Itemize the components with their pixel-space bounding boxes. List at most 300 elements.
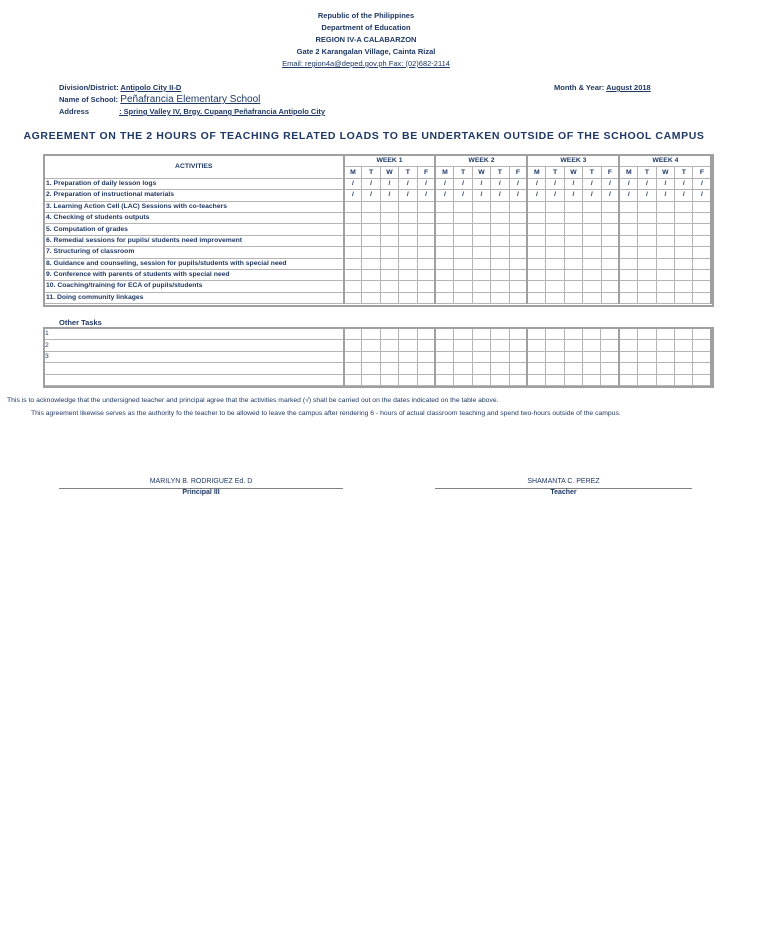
- day-cell[interactable]: [601, 212, 619, 223]
- day-cell[interactable]: [583, 201, 601, 212]
- day-cell[interactable]: [435, 258, 453, 269]
- day-cell[interactable]: [527, 269, 545, 280]
- day-cell[interactable]: /: [527, 178, 545, 189]
- day-cell[interactable]: [675, 292, 693, 303]
- other-task-cell[interactable]: [509, 351, 527, 362]
- day-cell[interactable]: [380, 224, 398, 235]
- day-cell[interactable]: [435, 224, 453, 235]
- day-cell[interactable]: /: [509, 190, 527, 201]
- other-task-cell[interactable]: [344, 329, 362, 340]
- day-cell[interactable]: [656, 224, 674, 235]
- day-cell[interactable]: /: [491, 178, 509, 189]
- day-cell[interactable]: [583, 212, 601, 223]
- other-task-cell[interactable]: [693, 363, 711, 374]
- day-cell[interactable]: [472, 224, 490, 235]
- day-cell[interactable]: [380, 269, 398, 280]
- day-cell[interactable]: [638, 224, 656, 235]
- day-cell[interactable]: [362, 292, 380, 303]
- day-cell[interactable]: [546, 235, 564, 246]
- day-cell[interactable]: [454, 201, 472, 212]
- day-cell[interactable]: [435, 235, 453, 246]
- day-cell[interactable]: [417, 212, 435, 223]
- other-task-cell[interactable]: [454, 363, 472, 374]
- other-task-cell[interactable]: [509, 329, 527, 340]
- day-cell[interactable]: [472, 212, 490, 223]
- other-task-cell[interactable]: [472, 363, 490, 374]
- other-task-cell[interactable]: [435, 329, 453, 340]
- day-cell[interactable]: [693, 281, 711, 292]
- day-cell[interactable]: [491, 269, 509, 280]
- day-cell[interactable]: [619, 235, 637, 246]
- day-cell[interactable]: [509, 235, 527, 246]
- day-cell[interactable]: [435, 292, 453, 303]
- day-cell[interactable]: [564, 201, 582, 212]
- day-cell[interactable]: [491, 224, 509, 235]
- day-cell[interactable]: [491, 212, 509, 223]
- day-cell[interactable]: [693, 201, 711, 212]
- day-cell[interactable]: /: [380, 190, 398, 201]
- day-cell[interactable]: [417, 292, 435, 303]
- day-cell[interactable]: [564, 235, 582, 246]
- other-task-cell[interactable]: [619, 363, 637, 374]
- other-task-cell[interactable]: [362, 374, 380, 385]
- day-cell[interactable]: /: [362, 190, 380, 201]
- day-cell[interactable]: [693, 269, 711, 280]
- day-cell[interactable]: [619, 247, 637, 258]
- other-task-cell[interactable]: [344, 374, 362, 385]
- other-task-cell[interactable]: [619, 374, 637, 385]
- day-cell[interactable]: [344, 281, 362, 292]
- day-cell[interactable]: /: [399, 190, 417, 201]
- other-task-cell[interactable]: [693, 374, 711, 385]
- day-cell[interactable]: [693, 212, 711, 223]
- day-cell[interactable]: [509, 212, 527, 223]
- day-cell[interactable]: [675, 269, 693, 280]
- day-cell[interactable]: [344, 201, 362, 212]
- other-task-cell[interactable]: [638, 374, 656, 385]
- day-cell[interactable]: [435, 247, 453, 258]
- day-cell[interactable]: /: [417, 190, 435, 201]
- day-cell[interactable]: [454, 269, 472, 280]
- other-task-cell[interactable]: [399, 363, 417, 374]
- day-cell[interactable]: [619, 212, 637, 223]
- day-cell[interactable]: [527, 292, 545, 303]
- day-cell[interactable]: [638, 235, 656, 246]
- other-task-cell[interactable]: [619, 329, 637, 340]
- day-cell[interactable]: [380, 292, 398, 303]
- other-task-cell[interactable]: [472, 374, 490, 385]
- other-task-cell[interactable]: [417, 329, 435, 340]
- day-cell[interactable]: [583, 269, 601, 280]
- other-task-cell[interactable]: [380, 374, 398, 385]
- day-cell[interactable]: [601, 258, 619, 269]
- other-task-cell[interactable]: [546, 351, 564, 362]
- day-cell[interactable]: /: [435, 178, 453, 189]
- other-task-label[interactable]: 1: [45, 329, 344, 340]
- other-task-cell[interactable]: [564, 374, 582, 385]
- day-cell[interactable]: [638, 201, 656, 212]
- day-cell[interactable]: [546, 212, 564, 223]
- other-task-cell[interactable]: [675, 340, 693, 351]
- day-cell[interactable]: [491, 292, 509, 303]
- other-task-cell[interactable]: [491, 351, 509, 362]
- other-task-cell[interactable]: [454, 340, 472, 351]
- other-task-cell[interactable]: [491, 340, 509, 351]
- other-task-cell[interactable]: [564, 340, 582, 351]
- day-cell[interactable]: /: [344, 190, 362, 201]
- day-cell[interactable]: [693, 258, 711, 269]
- day-cell[interactable]: [693, 247, 711, 258]
- other-task-cell[interactable]: [675, 351, 693, 362]
- day-cell[interactable]: [362, 201, 380, 212]
- other-task-cell[interactable]: [435, 363, 453, 374]
- other-task-cell[interactable]: [527, 329, 545, 340]
- day-cell[interactable]: [362, 258, 380, 269]
- other-task-cell[interactable]: [601, 363, 619, 374]
- day-cell[interactable]: [638, 269, 656, 280]
- other-task-cell[interactable]: [399, 374, 417, 385]
- day-cell[interactable]: [546, 247, 564, 258]
- day-cell[interactable]: [362, 269, 380, 280]
- day-cell[interactable]: [380, 247, 398, 258]
- day-cell[interactable]: [656, 247, 674, 258]
- day-cell[interactable]: [509, 258, 527, 269]
- day-cell[interactable]: [693, 292, 711, 303]
- day-cell[interactable]: [546, 269, 564, 280]
- day-cell[interactable]: [344, 224, 362, 235]
- other-task-cell[interactable]: [675, 363, 693, 374]
- day-cell[interactable]: /: [638, 178, 656, 189]
- other-task-cell[interactable]: [527, 363, 545, 374]
- day-cell[interactable]: [675, 212, 693, 223]
- day-cell[interactable]: [601, 247, 619, 258]
- day-cell[interactable]: [417, 235, 435, 246]
- day-cell[interactable]: [344, 292, 362, 303]
- day-cell[interactable]: [546, 281, 564, 292]
- day-cell[interactable]: [399, 269, 417, 280]
- day-cell[interactable]: /: [362, 178, 380, 189]
- day-cell[interactable]: [601, 269, 619, 280]
- day-cell[interactable]: [491, 281, 509, 292]
- day-cell[interactable]: [417, 201, 435, 212]
- day-cell[interactable]: [638, 281, 656, 292]
- other-task-cell[interactable]: [638, 340, 656, 351]
- day-cell[interactable]: [527, 235, 545, 246]
- day-cell[interactable]: /: [546, 178, 564, 189]
- day-cell[interactable]: [454, 258, 472, 269]
- other-task-cell[interactable]: [656, 374, 674, 385]
- other-task-cell[interactable]: [491, 329, 509, 340]
- day-cell[interactable]: [527, 258, 545, 269]
- day-cell[interactable]: [601, 224, 619, 235]
- other-task-cell[interactable]: [638, 363, 656, 374]
- other-task-cell[interactable]: [638, 329, 656, 340]
- day-cell[interactable]: /: [601, 190, 619, 201]
- day-cell[interactable]: [675, 201, 693, 212]
- day-cell[interactable]: [619, 224, 637, 235]
- day-cell[interactable]: /: [344, 178, 362, 189]
- other-task-cell[interactable]: [693, 340, 711, 351]
- other-task-cell[interactable]: [638, 351, 656, 362]
- other-task-label[interactable]: 3: [45, 351, 344, 362]
- day-cell[interactable]: /: [509, 178, 527, 189]
- other-task-cell[interactable]: [399, 340, 417, 351]
- day-cell[interactable]: /: [454, 190, 472, 201]
- day-cell[interactable]: [344, 235, 362, 246]
- day-cell[interactable]: [344, 212, 362, 223]
- other-task-cell[interactable]: [546, 340, 564, 351]
- other-task-cell[interactable]: [362, 329, 380, 340]
- other-task-cell[interactable]: [619, 351, 637, 362]
- day-cell[interactable]: [546, 258, 564, 269]
- day-cell[interactable]: [454, 247, 472, 258]
- day-cell[interactable]: [675, 235, 693, 246]
- day-cell[interactable]: [509, 247, 527, 258]
- other-task-cell[interactable]: [435, 340, 453, 351]
- other-task-cell[interactable]: [344, 351, 362, 362]
- other-task-cell[interactable]: [417, 340, 435, 351]
- day-cell[interactable]: [509, 224, 527, 235]
- day-cell[interactable]: [546, 201, 564, 212]
- day-cell[interactable]: [472, 247, 490, 258]
- other-task-cell[interactable]: [454, 351, 472, 362]
- day-cell[interactable]: [527, 201, 545, 212]
- day-cell[interactable]: [454, 235, 472, 246]
- day-cell[interactable]: [399, 247, 417, 258]
- day-cell[interactable]: [656, 201, 674, 212]
- day-cell[interactable]: [435, 281, 453, 292]
- day-cell[interactable]: [619, 269, 637, 280]
- other-task-cell[interactable]: [527, 340, 545, 351]
- day-cell[interactable]: [583, 224, 601, 235]
- other-task-cell[interactable]: [601, 374, 619, 385]
- other-task-cell[interactable]: [601, 329, 619, 340]
- day-cell[interactable]: [472, 201, 490, 212]
- day-cell[interactable]: [344, 247, 362, 258]
- other-task-cell[interactable]: [509, 363, 527, 374]
- other-task-cell[interactable]: [417, 363, 435, 374]
- header-email-link[interactable]: Email: region4a@deped.gov.ph Fax: (02)682-2114: [282, 59, 450, 68]
- other-task-cell[interactable]: [583, 329, 601, 340]
- other-task-cell[interactable]: [380, 340, 398, 351]
- day-cell[interactable]: [435, 212, 453, 223]
- other-task-cell[interactable]: [546, 374, 564, 385]
- day-cell[interactable]: [693, 235, 711, 246]
- other-task-cell[interactable]: [380, 351, 398, 362]
- day-cell[interactable]: [619, 292, 637, 303]
- day-cell[interactable]: /: [675, 178, 693, 189]
- day-cell[interactable]: [362, 212, 380, 223]
- day-cell[interactable]: /: [435, 190, 453, 201]
- day-cell[interactable]: [656, 269, 674, 280]
- other-task-cell[interactable]: [546, 363, 564, 374]
- day-cell[interactable]: [509, 201, 527, 212]
- day-cell[interactable]: [417, 247, 435, 258]
- other-task-cell[interactable]: [656, 340, 674, 351]
- other-task-cell[interactable]: [564, 329, 582, 340]
- day-cell[interactable]: [601, 235, 619, 246]
- day-cell[interactable]: /: [693, 178, 711, 189]
- day-cell[interactable]: [564, 247, 582, 258]
- day-cell[interactable]: /: [546, 190, 564, 201]
- day-cell[interactable]: [454, 292, 472, 303]
- day-cell[interactable]: [454, 224, 472, 235]
- day-cell[interactable]: [656, 281, 674, 292]
- day-cell[interactable]: /: [417, 178, 435, 189]
- day-cell[interactable]: [656, 292, 674, 303]
- day-cell[interactable]: [399, 212, 417, 223]
- day-cell[interactable]: /: [472, 190, 490, 201]
- other-task-cell[interactable]: [344, 340, 362, 351]
- day-cell[interactable]: [656, 212, 674, 223]
- day-cell[interactable]: [362, 247, 380, 258]
- day-cell[interactable]: [675, 224, 693, 235]
- day-cell[interactable]: [601, 281, 619, 292]
- other-task-cell[interactable]: [601, 351, 619, 362]
- day-cell[interactable]: [399, 201, 417, 212]
- other-task-label[interactable]: [45, 374, 344, 385]
- day-cell[interactable]: /: [601, 178, 619, 189]
- day-cell[interactable]: [546, 292, 564, 303]
- other-task-cell[interactable]: [656, 363, 674, 374]
- day-cell[interactable]: /: [491, 190, 509, 201]
- other-task-cell[interactable]: [619, 340, 637, 351]
- other-task-cell[interactable]: [362, 340, 380, 351]
- other-task-cell[interactable]: [601, 340, 619, 351]
- day-cell[interactable]: [564, 258, 582, 269]
- day-cell[interactable]: [583, 247, 601, 258]
- day-cell[interactable]: [362, 281, 380, 292]
- day-cell[interactable]: [638, 212, 656, 223]
- other-task-cell[interactable]: [399, 329, 417, 340]
- other-task-cell[interactable]: [546, 329, 564, 340]
- other-task-cell[interactable]: [380, 329, 398, 340]
- day-cell[interactable]: [564, 281, 582, 292]
- day-cell[interactable]: [583, 258, 601, 269]
- day-cell[interactable]: [675, 281, 693, 292]
- day-cell[interactable]: [564, 292, 582, 303]
- day-cell[interactable]: /: [564, 178, 582, 189]
- day-cell[interactable]: [380, 212, 398, 223]
- day-cell[interactable]: [417, 281, 435, 292]
- day-cell[interactable]: [399, 281, 417, 292]
- other-task-cell[interactable]: [583, 374, 601, 385]
- day-cell[interactable]: [435, 269, 453, 280]
- day-cell[interactable]: [399, 292, 417, 303]
- day-cell[interactable]: [491, 247, 509, 258]
- day-cell[interactable]: [656, 258, 674, 269]
- day-cell[interactable]: [454, 281, 472, 292]
- day-cell[interactable]: [472, 258, 490, 269]
- day-cell[interactable]: [472, 235, 490, 246]
- day-cell[interactable]: [344, 258, 362, 269]
- day-cell[interactable]: /: [583, 178, 601, 189]
- day-cell[interactable]: [399, 235, 417, 246]
- day-cell[interactable]: [454, 212, 472, 223]
- day-cell[interactable]: [472, 269, 490, 280]
- day-cell[interactable]: [564, 269, 582, 280]
- day-cell[interactable]: /: [564, 190, 582, 201]
- day-cell[interactable]: [619, 201, 637, 212]
- day-cell[interactable]: /: [619, 178, 637, 189]
- day-cell[interactable]: [472, 292, 490, 303]
- day-cell[interactable]: /: [693, 190, 711, 201]
- day-cell[interactable]: /: [656, 178, 674, 189]
- day-cell[interactable]: /: [638, 190, 656, 201]
- day-cell[interactable]: [638, 258, 656, 269]
- day-cell[interactable]: [583, 281, 601, 292]
- day-cell[interactable]: [564, 224, 582, 235]
- day-cell[interactable]: [509, 281, 527, 292]
- other-task-cell[interactable]: [491, 363, 509, 374]
- day-cell[interactable]: /: [656, 190, 674, 201]
- other-task-cell[interactable]: [435, 351, 453, 362]
- day-cell[interactable]: [601, 292, 619, 303]
- day-cell[interactable]: [362, 224, 380, 235]
- other-task-cell[interactable]: [583, 351, 601, 362]
- day-cell[interactable]: /: [675, 190, 693, 201]
- day-cell[interactable]: [619, 258, 637, 269]
- other-task-cell[interactable]: [472, 340, 490, 351]
- day-cell[interactable]: /: [619, 190, 637, 201]
- day-cell[interactable]: [380, 281, 398, 292]
- day-cell[interactable]: [675, 258, 693, 269]
- day-cell[interactable]: [583, 235, 601, 246]
- day-cell[interactable]: [527, 224, 545, 235]
- day-cell[interactable]: [417, 258, 435, 269]
- other-task-cell[interactable]: [454, 374, 472, 385]
- day-cell[interactable]: [638, 247, 656, 258]
- day-cell[interactable]: [675, 247, 693, 258]
- other-task-cell[interactable]: [399, 351, 417, 362]
- other-task-cell[interactable]: [417, 374, 435, 385]
- day-cell[interactable]: [601, 201, 619, 212]
- other-task-cell[interactable]: [472, 351, 490, 362]
- day-cell[interactable]: /: [583, 190, 601, 201]
- other-task-cell[interactable]: [656, 351, 674, 362]
- day-cell[interactable]: [380, 258, 398, 269]
- other-task-cell[interactable]: [527, 351, 545, 362]
- other-task-cell[interactable]: [417, 351, 435, 362]
- day-cell[interactable]: [583, 292, 601, 303]
- day-cell[interactable]: [380, 201, 398, 212]
- other-task-cell[interactable]: [509, 374, 527, 385]
- other-task-cell[interactable]: [675, 374, 693, 385]
- day-cell[interactable]: [656, 235, 674, 246]
- day-cell[interactable]: [491, 235, 509, 246]
- day-cell[interactable]: [619, 281, 637, 292]
- day-cell[interactable]: [491, 258, 509, 269]
- day-cell[interactable]: [509, 292, 527, 303]
- day-cell[interactable]: /: [380, 178, 398, 189]
- day-cell[interactable]: [417, 269, 435, 280]
- day-cell[interactable]: [472, 281, 490, 292]
- day-cell[interactable]: [399, 258, 417, 269]
- other-task-cell[interactable]: [454, 329, 472, 340]
- day-cell[interactable]: /: [472, 178, 490, 189]
- other-task-cell[interactable]: [344, 363, 362, 374]
- other-task-label[interactable]: 2: [45, 340, 344, 351]
- day-cell[interactable]: [417, 224, 435, 235]
- day-cell[interactable]: [509, 269, 527, 280]
- day-cell[interactable]: [362, 235, 380, 246]
- other-task-label[interactable]: [45, 363, 344, 374]
- other-task-cell[interactable]: [509, 340, 527, 351]
- day-cell[interactable]: [491, 201, 509, 212]
- other-task-cell[interactable]: [564, 351, 582, 362]
- day-cell[interactable]: [546, 224, 564, 235]
- other-task-cell[interactable]: [693, 329, 711, 340]
